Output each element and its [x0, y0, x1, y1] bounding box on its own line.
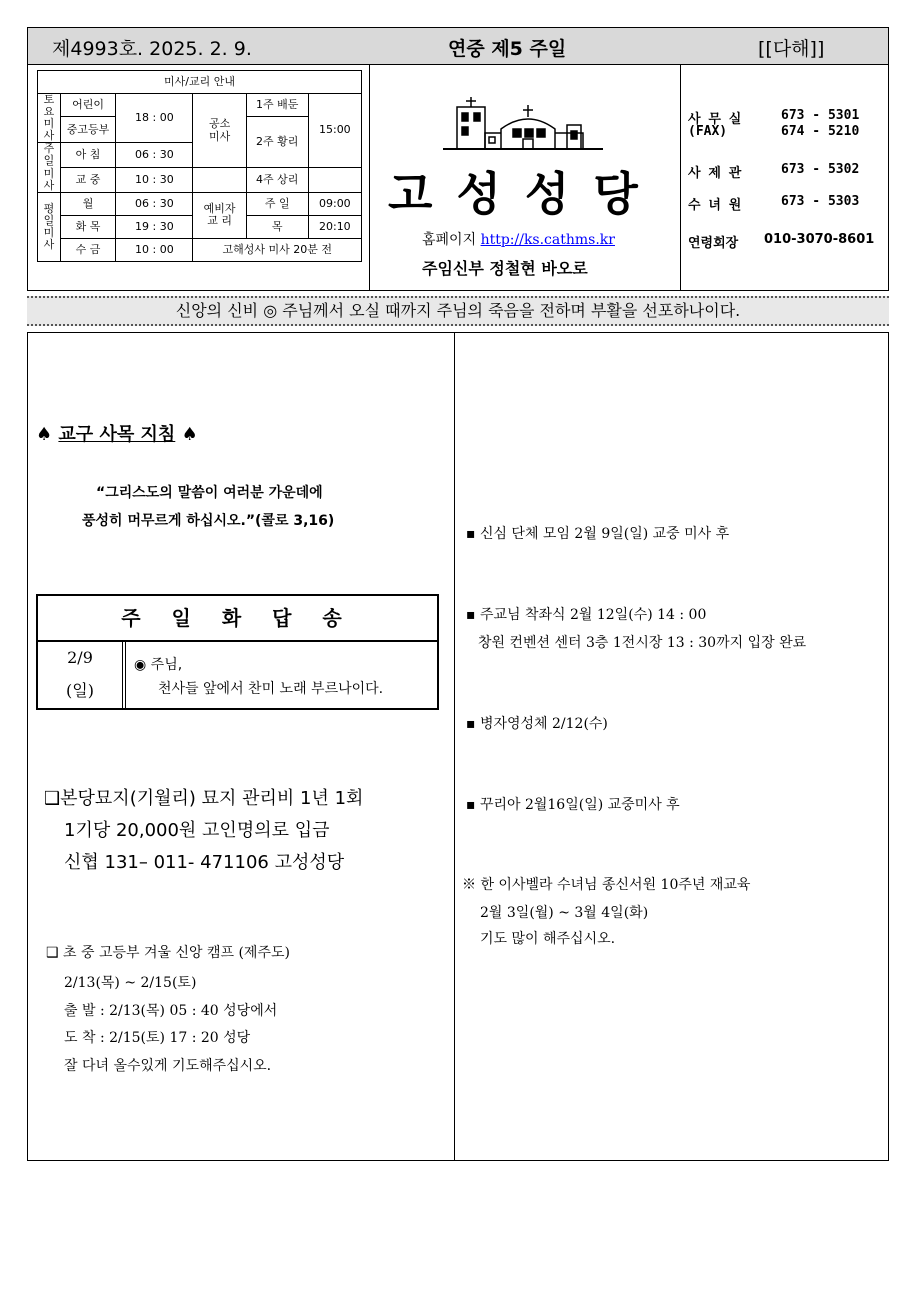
notice-sick-communion: ▪ 병자영성체 2/12(수): [466, 716, 608, 732]
homepage-label: 홈페이지: [422, 232, 477, 248]
liturgical-year: [[다해]]: [758, 38, 825, 60]
gongso-time: 15:00: [308, 94, 361, 168]
wed-fri-label: 수 금: [60, 238, 115, 261]
responsorial-title: 주 일 화 답 송: [38, 596, 437, 642]
mass-schedule-table: [37, 70, 362, 262]
gongso-cell-empty: [308, 168, 361, 193]
cemetery-line-2: 1기당 20,000원 고인명의로 입금: [64, 820, 330, 841]
notice-devotion-meeting: ▪ 신심 단체 모임 2월 9일(일) 교중 미사 후: [466, 526, 730, 542]
notice-sister-vows: ※ 한 이사벨라 수녀님 종신서원 10주년 재교육: [462, 877, 751, 893]
wed-fri-time: 10 : 00: [116, 238, 193, 261]
gongso-week4: 4주 상리: [246, 168, 308, 193]
guideline-title: 교구 사목 지침: [58, 424, 176, 445]
homepage-line: [422, 229, 615, 249]
quote-line-2: 풍성히 머무르게 하십시오.”(콜로 3,16): [82, 513, 335, 529]
notice-vows-dates: 2월 3일(월) ~ 3월 4일(화): [480, 905, 649, 921]
sat-mass-label: 토 요 미 사: [38, 94, 61, 143]
sun-mass-label: 주 일 미 사: [38, 143, 61, 192]
responsorial-box: [36, 594, 439, 710]
fax-label: (FAX): [688, 124, 728, 139]
quote-line-1: “그리스도의 말씀이 여러분 가운데에: [96, 485, 323, 501]
notice-installation-detail: 창원 컨벤션 센터 3층 1전시장 13 : 30까지 입장 완료: [478, 635, 807, 651]
cat-thu-time: 20:10: [308, 215, 361, 238]
schedule-title: 미사/교리 안내: [38, 71, 362, 94]
header-bar: [27, 27, 889, 65]
responsorial-day: (일): [66, 681, 94, 700]
morning-time: 06 : 30: [116, 143, 193, 168]
spade-icon: ♠: [181, 424, 198, 445]
gongso-week1: 1주 배둔: [246, 94, 308, 117]
council-phone: 010-3070-8601: [764, 232, 875, 247]
slogan-bar: 신앙의 신비 ◎ 주님께서 오실 때까지 주님의 죽음을 전하며 부활을 선포하나이다.: [27, 296, 889, 326]
camp-dates: 2/13(목) ~ 2/15(토): [64, 975, 197, 991]
church-building-icon: [443, 95, 603, 155]
homepage-link[interactable]: http://ks.cathms.kr: [480, 232, 615, 248]
sat-time: 18 : 00: [116, 94, 193, 143]
gongso-cell: [193, 168, 246, 193]
church-name: 고 성 성 당: [388, 167, 642, 221]
spade-icon: ♠: [36, 424, 53, 445]
cat-sun-time: 09:00: [308, 192, 361, 215]
camp-prayer: 잘 다녀 올수있게 기도해주십시오.: [64, 1058, 272, 1074]
guideline-heading: [36, 420, 198, 446]
cemetery-line-3: 신협 131– 011- 471106 고성성당: [64, 852, 345, 873]
cemetery-line-1: ❑본당묘지(기월리) 묘지 관리비 1년 1회: [44, 788, 364, 809]
parish-time: 10 : 30: [116, 168, 193, 193]
sunday-title: 연중 제5 주일: [448, 38, 567, 60]
gongso-week2: 2주 황리: [246, 117, 308, 168]
mon-time: 06 : 30: [116, 192, 193, 215]
pastor-name: 주임신부 정철현 바오로: [422, 259, 588, 278]
rectory-label: 사 제 관: [688, 166, 742, 181]
council-label: 연령회장: [688, 236, 739, 251]
responsorial-line-2: 천사들 앞에서 찬미 노래 부르나이다.: [158, 681, 384, 697]
fax-number: 674 - 5210: [781, 124, 860, 139]
camp-arrival: 도 착 : 2/15(토) 17 : 20 성당: [64, 1030, 251, 1046]
cat-sun-label: 주 일: [246, 192, 308, 215]
tue-thu-time: 19 : 30: [116, 215, 193, 238]
parish-label: 교 중: [60, 168, 115, 193]
tue-thu-label: 화 목: [60, 215, 115, 238]
responsorial-line-1: ◉ 주님,: [134, 657, 183, 673]
youth-label: 중고등부: [60, 117, 115, 143]
cat-thu-label: 목: [246, 215, 308, 238]
morning-label: 아 침: [60, 143, 115, 168]
notice-bishop-installation: ▪ 주교님 착좌식 2월 12일(수) 14 : 00: [466, 607, 707, 623]
office-phone: 673 - 5301: [781, 108, 860, 123]
notice-curia: ▪ 꾸리아 2월16일(일) 교중미사 후: [466, 797, 680, 813]
notice-vows-prayer: 기도 많이 해주십시오.: [480, 931, 616, 947]
convent-label: 수 녀 원: [688, 198, 742, 213]
convent-phone: 673 - 5303: [781, 194, 860, 209]
rectory-phone: 673 - 5302: [781, 162, 860, 177]
responsorial-date: 2/9: [67, 648, 93, 667]
catechumen-label: 예비자 교 리: [193, 192, 246, 238]
mon-label: 월: [60, 192, 115, 215]
camp-departure: 출 발 : 2/13(목) 05 : 40 성당에서: [64, 1003, 278, 1019]
confession-note: 고해성사 미사 20분 전: [193, 238, 362, 261]
children-label: 어린이: [60, 94, 115, 117]
weekday-mass-label: 평 일 미 사: [38, 192, 61, 261]
camp-title: ❑ 초 중 고등부 겨울 신앙 캠프 (제주도): [46, 945, 290, 961]
gongso-label: 공소 미사: [193, 94, 246, 168]
issue-number: 제4993호. 2025. 2. 9.: [52, 38, 252, 60]
office-label: 사 무 실: [688, 112, 742, 127]
